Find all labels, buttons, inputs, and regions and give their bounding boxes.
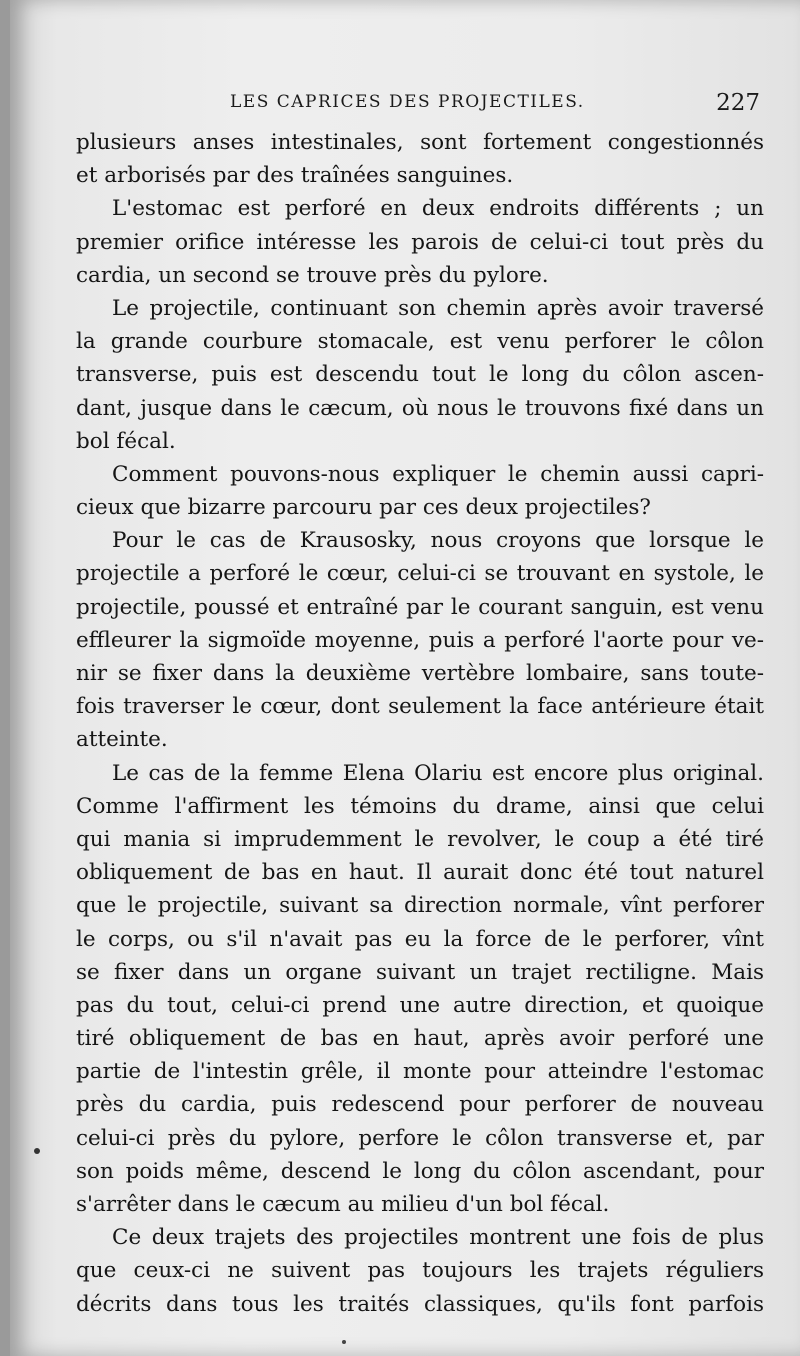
- text-line: nir se fixer dans la deuxième vertèbre lombaire, sans toute-: [76, 661, 764, 686]
- text-line: dant, jusque dans le cæcum, où nous le trouvons fixé dans un: [76, 395, 764, 421]
- text-line: fois traverser le cœur, dont seulement la face antérieure était: [76, 694, 764, 720]
- running-header: [10, 90, 800, 118]
- paragraph: [76, 1221, 764, 1321]
- text-line: se fixer dans un organe suivant un trajet rectiligne. Mais: [76, 959, 764, 985]
- text-line: qui mania si imprudemment le revolver, le coup a été tiré: [76, 826, 764, 852]
- text-line: que ceux-ci ne suivent pas toujours les trajets réguliers: [76, 1258, 764, 1284]
- text-line: Ce deux trajets des projectiles montrent une fois de plus: [112, 1225, 764, 1251]
- paragraph: [76, 126, 764, 192]
- text-line: et arborisés par des traînées sanguines.: [76, 163, 514, 189]
- text-line: projectile a perforé le cœur, celui-ci se trouvant en systole, le: [76, 561, 764, 587]
- text-line: pas du tout, celui-ci prend une autre direction, et quoique: [76, 992, 764, 1018]
- text-line: Le cas de la femme Elena Olariu est encore plus original.: [112, 760, 764, 786]
- paragraph: [76, 192, 764, 292]
- text-line: partie de l'intestin grêle, il monte pour atteindre l'estomac: [76, 1059, 764, 1085]
- text-line: le corps, ou s'il n'avait pas eu la force de le perforer, vînt: [76, 926, 764, 952]
- text-line: Pour le cas de Krausosky, nous croyons que lorsque le: [112, 528, 764, 554]
- text-line: atteinte.: [76, 727, 168, 753]
- text-line: effleurer la sigmoïde moyenne, puis a perforé l'aorte pour ve-: [76, 627, 764, 653]
- text-line: projectile, poussé et entraîné par le courant sanguin, est venu: [76, 594, 764, 620]
- text-line: s'arrêter dans le cæcum au milieu d'un bol fécal.: [76, 1192, 610, 1217]
- text-line: tiré obliquement de bas en haut, après avoir perforé une: [76, 1026, 764, 1052]
- text-line: premier orifice intéresse les parois de celui-ci tout près du: [76, 229, 764, 255]
- text-line: la grande courbure stomacale, est venu perforer le côlon: [76, 329, 764, 355]
- text-line: Comme l'affirment les témoins du drame, ainsi que celui: [76, 793, 764, 819]
- text-line: décrits dans tous les traités classiques, qu'ils font parfois: [76, 1291, 764, 1317]
- text-line: bol fécal.: [76, 428, 176, 454]
- text-line: son poids même, descend le long du côlon ascendant, pour: [76, 1158, 764, 1184]
- paragraph: [76, 524, 764, 756]
- body-text: [76, 126, 764, 1321]
- text-line: obliquement de bas en haut. Il aurait donc été tout naturel: [76, 860, 764, 886]
- text-line: près du cardia, puis redescend pour perforer de nouveau: [76, 1092, 764, 1118]
- book-page: [10, 0, 800, 1356]
- text-line: que le projectile, suivant sa direction normale, vînt perforer: [76, 893, 764, 919]
- text-line: plusieurs anses intestinales, sont fortement congestionnés: [76, 130, 764, 155]
- text-line: cieux que bizarre parcouru par ces deux projectiles?: [76, 495, 651, 521]
- text-line: transverse, puis est descendu tout le long du côlon ascen-: [76, 362, 764, 388]
- text-line: L'estomac est perforé en deux endroits différents ; un: [112, 196, 764, 222]
- running-title: LES CAPRICES DES PROJECTILES.: [230, 92, 585, 112]
- ink-speck: [342, 1340, 346, 1344]
- text-line: cardia, un second se trouve près du pylore.: [76, 262, 549, 288]
- text-line: Comment pouvons-nous expliquer le chemin aussi capri-: [112, 461, 764, 487]
- paragraph: [76, 292, 764, 458]
- text-line: celui-ci près du pylore, perfore le côlon transverse et, par: [76, 1125, 764, 1151]
- text-line: Le projectile, continuant son chemin après avoir traversé: [112, 295, 764, 321]
- paragraph: [76, 757, 764, 1222]
- ink-speck: [34, 1148, 40, 1154]
- paragraph: [76, 458, 764, 524]
- page-number: 227: [716, 90, 760, 116]
